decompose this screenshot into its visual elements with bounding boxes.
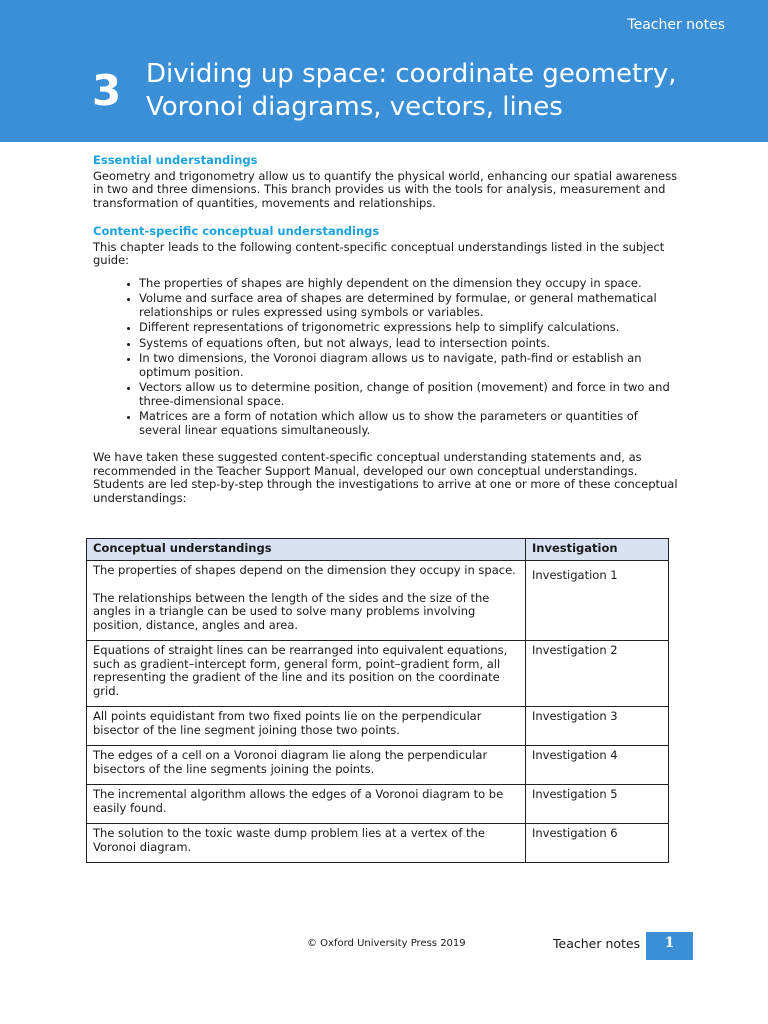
header-doc-type: Teacher notes	[627, 17, 725, 33]
investigation-cell: Investigation 3	[526, 707, 669, 746]
page-header	[0, 0, 768, 142]
table-header-row	[87, 539, 669, 561]
main-content	[93, 152, 683, 505]
understanding-text: The relationships between the length of the sides and the size of the angles in a triangle can be used to solve many problems involving position, distance, angles and area.	[93, 590, 490, 632]
essential-heading: Essential understandings	[93, 153, 258, 167]
investigation-cell: Investigation 4	[526, 746, 669, 785]
footer-doc-type: Teacher notes	[553, 936, 641, 951]
understanding-cell: The edges of a cell on a Voronoi diagram lie along the perpendicular bisectors of the line segments joining the points.	[87, 746, 526, 785]
table-row	[87, 824, 669, 863]
chapter-number: 3	[92, 66, 122, 115]
table-row	[87, 746, 669, 785]
essential-section	[93, 154, 683, 210]
list-item: • Volume and surface area of shapes are determined by formulae, or general mathematical relationships or rules expressed using symbols or variables.	[139, 292, 683, 319]
list-item: • The properties of shapes are highly dependent on the dimension they occupy in space.	[139, 277, 683, 291]
understanding-cell	[87, 561, 526, 641]
page-number: 1	[646, 932, 693, 960]
list-item: • In two dimensions, the Voronoi diagram allows us to navigate, path-find or establish an optimum position.	[139, 352, 683, 379]
essential-text: Geometry and trigonometry allow us to quantify the physical world, enhancing our spatial awareness in two and three dimensions. This branch provides us with the tools for analysis, measurement and transformation of quantities, movements and relationships.	[93, 168, 678, 210]
chapter-title	[146, 58, 746, 124]
column-header-understandings: Conceptual understandings	[87, 539, 526, 561]
investigation-cell: Investigation 5	[526, 785, 669, 824]
understandings-table	[86, 538, 669, 863]
understandings-list	[93, 277, 683, 438]
understanding-text: The properties of shapes depend on the dimension they occupy in space.	[93, 563, 516, 577]
list-item: • Different representations of trigonometric expressions help to simplify calculations.	[139, 321, 683, 335]
table-row	[87, 641, 669, 707]
content-specific-intro: This chapter leads to the following content-specific conceptual understandings listed in the subject guide:	[93, 239, 665, 267]
understanding-cell: All points equidistant from two fixed points lie on the perpendicular bisector of the line segment joining those two points.	[87, 707, 526, 746]
list-item: • Systems of equations often, but not always, lead to intersection points.	[139, 337, 683, 351]
investigation-cell: Investigation 1	[526, 561, 669, 641]
investigation-cell: Investigation 2	[526, 641, 669, 707]
table-row	[87, 785, 669, 824]
investigation-cell: Investigation 6	[526, 824, 669, 863]
content-specific-section	[93, 225, 683, 505]
footer-copyright: © Oxford University Press 2019	[307, 938, 466, 949]
table-row	[87, 561, 669, 641]
list-item: • Vectors allow us to determine position, change of position (movement) and force in two and three-dimensional space.	[139, 381, 683, 408]
chapter-title-line2: Voronoi diagrams, vectors, lines	[146, 92, 563, 122]
column-header-investigation: Investigation	[526, 539, 669, 561]
understanding-cell: The solution to the toxic waste dump problem lies at a vertex of the Voronoi diagram.	[87, 824, 526, 863]
understanding-cell: The incremental algorithm allows the edges of a Voronoi diagram to be easily found.	[87, 785, 526, 824]
understanding-cell: Equations of straight lines can be rearranged into equivalent equations, such as gradient–intercept form, general form, point–gradient form, all representing the gradient of the line and its position on the coordinate grid.	[87, 641, 526, 707]
list-item: • Matrices are a form of notation which allow us to show the parameters or quantities of several linear equations simultaneously.	[139, 410, 683, 437]
table-row	[87, 707, 669, 746]
content-specific-heading: Content-specific conceptual understandings	[93, 224, 380, 238]
chapter-title-line1: Dividing up space: coordinate geometry,	[146, 59, 677, 89]
followup-paragraph: We have taken these suggested content-specific conceptual understanding statements and, as recommended in the Teacher Support Manual, developed our own conceptual understandings. Students are led step-by-step through the investigations to arrive at one or more of these conceptual understandings:	[93, 450, 678, 505]
